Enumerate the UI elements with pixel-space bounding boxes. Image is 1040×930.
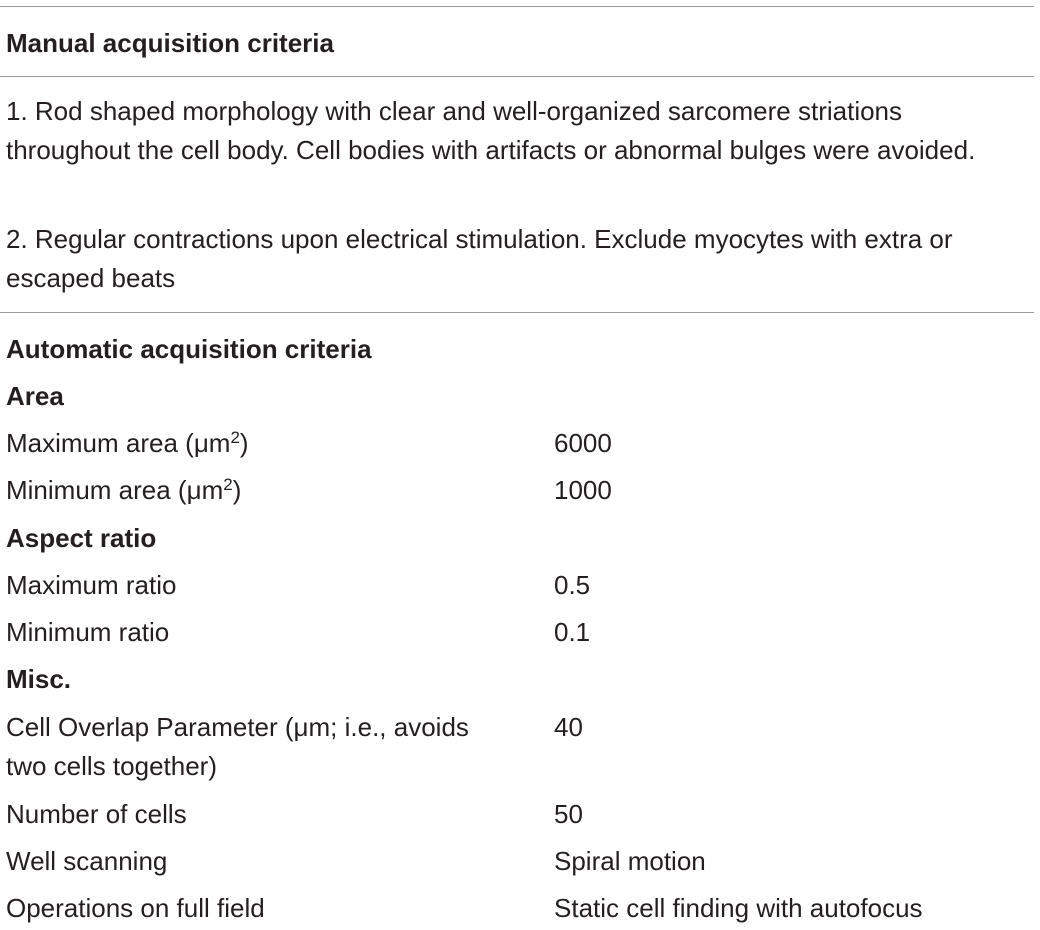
section-divider-automatic: [0, 312, 1034, 313]
table-top-rule: [0, 6, 1034, 7]
minimum-ratio-value: 0.1: [554, 617, 591, 647]
cell-overlap-value: 40: [554, 712, 583, 742]
operations-full-field-label: Operations on full field: [6, 893, 265, 923]
maximum-ratio-label: Maximum ratio: [6, 570, 177, 600]
minimum-area-label: Minimum area $(\mu m^2)$: [6, 475, 242, 505]
maximum-ratio-value: 0.5: [554, 570, 591, 600]
area-subheading: Area: [6, 381, 64, 411]
minimum-area-value: 1000: [554, 475, 612, 505]
manual-criteria-heading: Manual acquisition criteria: [6, 28, 334, 58]
aspect-ratio-subheading: Aspect ratio: [6, 523, 157, 553]
well-scanning-label: Well scanning: [6, 846, 168, 876]
automatic-criteria-heading: Automatic acquisition criteria: [6, 334, 372, 364]
manual-criterion-1: 1. Rod shaped morphology with clear and well-organized sarcomere striations throughout the cell body. Cell bodies with artifacts or abnormal bulges were avoided.: [6, 96, 976, 165]
misc-subheading: Misc.: [6, 664, 72, 694]
operations-full-field-value: Static cell finding with autofocus: [554, 893, 923, 923]
maximum-area-value: 6000: [554, 428, 612, 458]
manual-criterion-2: 2. Regular contractions upon electrical stimulation. Exclude myocytes with extra or escaped beats: [6, 224, 953, 293]
minimum-ratio-label: Minimum ratio: [6, 617, 170, 647]
number-of-cells-value: 50: [554, 799, 583, 829]
number-of-cells-label: Number of cells: [6, 799, 187, 829]
maximum-area-label: Maximum area $(\mu m^2)$: [6, 428, 249, 458]
cell-overlap-label: Cell Overlap Parameter (μm; i.e., avoids two cells together): [6, 712, 469, 781]
section-divider-manual: [0, 76, 1034, 77]
well-scanning-value: Spiral motion: [554, 846, 706, 876]
